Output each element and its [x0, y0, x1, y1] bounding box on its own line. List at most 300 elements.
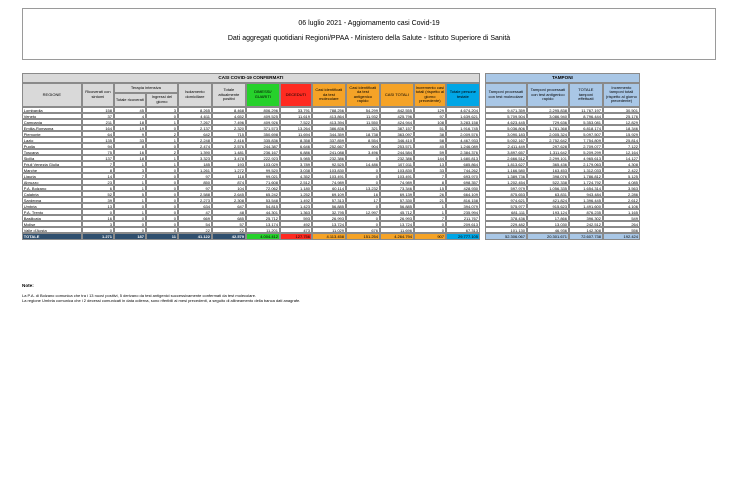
- table-cell: 7.122: [603, 143, 640, 149]
- table-cell: 4: [114, 113, 146, 119]
- table-cell: 549: [603, 215, 640, 221]
- note-line-2: La regione Umbria comunica che i 2 decessi comunicati in data odierna, sono riferibili ai mesi precedenti, a seguito di allineamento della banca dati anagrafe.: [22, 298, 301, 303]
- table-cell: 39: [82, 197, 114, 203]
- table-cell: 144: [414, 155, 446, 161]
- table-cell: 69.139: [380, 191, 414, 197]
- table-cell: 428.930: [446, 185, 480, 191]
- header-incremento-casi: Incremento casi totali (rispetto al giorno precedente): [414, 83, 446, 107]
- table-cell: 72.062: [246, 185, 280, 191]
- table-cell: 698.357: [446, 179, 480, 185]
- table-cell: 396.302: [569, 215, 603, 221]
- table-cell: 64: [82, 131, 114, 137]
- table-cell: 63.831: [527, 191, 569, 197]
- table-cell: 8.358: [280, 137, 312, 143]
- table-cell: 421.824: [527, 197, 569, 203]
- table-cell: 103.491: [312, 173, 346, 179]
- table-cell: 211: [82, 119, 114, 125]
- table-cell: 346.410: [380, 137, 414, 143]
- table-cell: 15.929: [603, 131, 640, 137]
- region-name: P.A. Trento: [22, 209, 82, 215]
- table-cell: 874: [212, 179, 246, 185]
- region-name: Molise: [22, 221, 82, 227]
- table-cell: 1: [146, 137, 178, 143]
- region-name: Friuli Venezia Giulia: [22, 161, 82, 167]
- table-cell: 1.786.812: [569, 173, 603, 179]
- table-cell: 38: [414, 131, 446, 137]
- table-cell: 21: [414, 197, 446, 203]
- table-cell: 18: [114, 119, 146, 125]
- table-cell: 5: [114, 191, 146, 197]
- header-casi-antigenico: Casi identificati da test antigenico rapido: [346, 83, 380, 107]
- table-cell: 252.667: [312, 143, 346, 149]
- table-cell: 5.002.167: [485, 137, 527, 143]
- table-cell: 12.829: [603, 119, 640, 125]
- table-cell: 1: [114, 185, 146, 191]
- table-cell: 16: [114, 149, 146, 155]
- table-cell: 904: [346, 143, 380, 149]
- table-cell: 2.666.512: [485, 155, 527, 161]
- table-cell: 104: [212, 185, 246, 191]
- table-cell: 11.029: [312, 227, 346, 233]
- table-cell: 344.359: [312, 131, 346, 137]
- table-cell: 715: [212, 131, 246, 137]
- table-cell: 13: [82, 203, 114, 209]
- table-cell: 33: [414, 167, 446, 173]
- table-cell: 3.038: [280, 167, 312, 173]
- table-cell: 12.997: [346, 209, 380, 215]
- table-cell: 18.738: [346, 131, 380, 137]
- table-cell: 492: [280, 221, 312, 227]
- region-name: Liguria: [22, 173, 82, 179]
- total-cell: 187: [114, 233, 146, 240]
- table-cell: 2.411.449: [485, 143, 527, 149]
- table-cell: 1: [114, 209, 146, 215]
- header-terapia-intensiva: Terapia intensiva: [114, 83, 178, 93]
- table-cell: 876.235: [569, 209, 603, 215]
- region-name: Emilia-Romagna: [22, 125, 82, 131]
- header-tamponi-antigenico: Tamponi processati con test antigenico rapido: [527, 83, 569, 107]
- table-cell: 4.106: [603, 203, 640, 209]
- table-cell: 337.859: [312, 137, 346, 143]
- table-cell: 3: [146, 107, 178, 113]
- table-cell: 18: [114, 155, 146, 161]
- table-cell: 6.646: [280, 143, 312, 149]
- table-cell: 264: [603, 221, 640, 227]
- table-cell: 4.674.204: [446, 107, 480, 113]
- table-cell: 13.232: [346, 185, 380, 191]
- table-cell: 6.886: [280, 149, 312, 155]
- table-cell: 2.005.324: [527, 131, 569, 137]
- table-cell: 241.088: [312, 149, 346, 155]
- total-cell: 42.579: [212, 233, 246, 240]
- table-cell: 107.011: [380, 161, 414, 167]
- table-cell: 7.522: [280, 119, 312, 125]
- table-cell: 232.386: [312, 155, 346, 161]
- table-cell: 11.619: [280, 113, 312, 119]
- header-deceduti: DECEDUTI: [280, 83, 312, 107]
- table-cell: 1.813.627: [485, 161, 527, 167]
- table-cell: 3.789: [280, 161, 312, 167]
- table-cell: 0: [82, 227, 114, 233]
- table-cell: 69.109: [312, 191, 346, 197]
- table-cell: 13: [414, 161, 446, 167]
- table-cell: 5.353.081: [569, 119, 603, 125]
- table-cell: 244.584: [380, 149, 414, 155]
- table-cell: 16: [82, 215, 114, 221]
- table-cell: 2.308: [212, 197, 246, 203]
- table-cell: 2.179.063: [569, 161, 603, 167]
- region-name: Umbria: [22, 203, 82, 209]
- table-cell: 669: [178, 215, 212, 221]
- table-cell: 5.209.299: [569, 149, 603, 155]
- table-cell: 54: [178, 221, 212, 227]
- table-cell: 25.814: [603, 137, 640, 143]
- table-cell: 25.712: [246, 215, 280, 221]
- table-cell: 45: [114, 107, 146, 113]
- table-cell: 0: [146, 185, 178, 191]
- table-cell: 0: [146, 143, 178, 149]
- table-cell: 806.296: [246, 107, 280, 113]
- table-cell: 17.866: [527, 215, 569, 221]
- table-cell: 943.484: [569, 191, 603, 197]
- table-cell: 693.970: [446, 173, 480, 179]
- table-cell: 3.283.158: [446, 119, 480, 125]
- table-cell: 56.885: [312, 203, 346, 209]
- table-cell: 2.709.077: [569, 143, 603, 149]
- table-cell: 2.576: [212, 143, 246, 149]
- table-cell: 56.885: [380, 203, 414, 209]
- table-cell: 193.124: [527, 209, 569, 215]
- table-cell: 185: [178, 161, 212, 167]
- table-cell: 4.085: [603, 179, 640, 185]
- table-cell: 25.176: [603, 113, 640, 119]
- table-cell: 2.248: [178, 137, 212, 143]
- table-cell: 3.897.657: [485, 149, 527, 155]
- table-cell: 556: [603, 227, 640, 233]
- table-cell: 242.512: [569, 221, 603, 227]
- table-cell: 398.076: [527, 173, 569, 179]
- table-cell: 97: [178, 173, 212, 179]
- table-cell: 1: [114, 179, 146, 185]
- table-cell: 2.009.576: [446, 131, 480, 137]
- table-cell: 57: [212, 221, 246, 227]
- table-cell: 365.436: [527, 161, 569, 167]
- total-cell: 72.607.738: [569, 233, 603, 240]
- table-cell: 73.346: [380, 185, 414, 191]
- table-cell: 1.363: [280, 209, 312, 215]
- table-cell: 118: [212, 173, 246, 179]
- table-cell: 4.308: [603, 161, 640, 167]
- table-cell: 2.286: [603, 191, 640, 197]
- table-cell: 59: [414, 149, 446, 155]
- table-cell: 409.926: [246, 119, 280, 125]
- table-cell: 193: [212, 161, 246, 167]
- region-name: Sicilia: [22, 155, 82, 161]
- table-cell: 22: [212, 227, 246, 233]
- table-cell: 1.166.580: [485, 167, 527, 173]
- table-cell: 3.090.183: [485, 131, 527, 137]
- table-cell: 842.555: [380, 107, 414, 113]
- table-cell: 7: [414, 173, 446, 179]
- region-name: Campania: [22, 119, 82, 125]
- table-cell: 101.130: [485, 227, 527, 233]
- table-cell: 40: [414, 143, 446, 149]
- page-title: 06 luglio 2021 - Aggiornamento casi Covid-19: [298, 20, 440, 27]
- total-cell: 4.264.794: [380, 233, 414, 240]
- total-cell: 192.424: [603, 233, 640, 240]
- header-dimessi: DIMESSI/ GUARITI: [246, 83, 280, 107]
- table-cell: 33: [114, 137, 146, 143]
- region-name: Abruzzo: [22, 179, 82, 185]
- region-name: Lombardia: [22, 107, 82, 113]
- table-cell: 37: [82, 113, 114, 119]
- table-cell: 2.422: [603, 167, 640, 173]
- header-tamponi-molecolare: Tamponi processati con test molecolare: [485, 83, 527, 107]
- table-cell: 2.299.101: [527, 155, 569, 161]
- table-cell: 974.621: [485, 197, 527, 203]
- table-cell: 0: [114, 203, 146, 209]
- table-cell: 424.944: [380, 119, 414, 125]
- table-cell: 13.264: [280, 125, 312, 131]
- table-cell: 23: [82, 179, 114, 185]
- table-cell: 19: [114, 125, 146, 131]
- table-cell: 394.079: [446, 203, 480, 209]
- table-cell: 7.496: [212, 119, 246, 125]
- table-cell: 13.724: [312, 221, 346, 227]
- table-cell: 44.301: [246, 209, 280, 215]
- region-name: Valle d'Aosta: [22, 227, 82, 233]
- table-cell: 1.492: [280, 197, 312, 203]
- table-cell: 1.491.600: [569, 203, 603, 209]
- table-cell: 1: [146, 119, 178, 125]
- table-cell: 850: [178, 179, 212, 185]
- table-cell: 11.696: [380, 227, 414, 233]
- table-cell: 676: [346, 227, 380, 233]
- table-cell: 2.588: [178, 191, 212, 197]
- table-cell: 99.021: [246, 173, 280, 179]
- table-cell: 11.201: [246, 227, 280, 233]
- header-casi-molecolare: Casi identificati da test molecolare: [312, 83, 346, 107]
- table-cell: 1: [414, 203, 446, 209]
- total-cell: 29.777.105: [446, 233, 480, 240]
- table-cell: 0: [146, 209, 178, 215]
- table-cell: 7: [114, 173, 146, 179]
- table-cell: 11.550: [346, 119, 380, 125]
- table-cell: 163.453: [527, 167, 569, 173]
- table-cell: 7: [414, 215, 446, 221]
- table-cell: 48: [212, 209, 246, 215]
- total-cell: 20.301.671: [527, 233, 569, 240]
- table-cell: 1.396.445: [569, 197, 603, 203]
- table-cell: 425.796: [380, 113, 414, 119]
- table-cell: 0: [146, 125, 178, 131]
- table-cell: 222.923: [246, 155, 280, 161]
- table-cell: 7: [82, 161, 114, 167]
- table-cell: 1.481: [212, 149, 246, 155]
- table-cell: 0: [146, 191, 178, 197]
- total-cell: 127.756: [280, 233, 312, 240]
- table-cell: 0: [346, 155, 380, 161]
- table-cell: 65.242: [246, 191, 280, 197]
- table-cell: 12.164: [603, 149, 640, 155]
- table-cell: 22: [178, 227, 212, 233]
- table-cell: 1.389.736: [485, 173, 527, 179]
- table-cell: 335.836: [246, 137, 280, 143]
- table-cell: 1.180: [280, 185, 312, 191]
- region-name: Toscana: [22, 149, 82, 155]
- note-title: Note:: [22, 283, 34, 288]
- covid-data-table: [22, 73, 640, 240]
- table-cell: 3.086.940: [527, 113, 569, 119]
- header-incremento-tamponi: Incremento tamponi totali (rispetto al giorno precedente): [603, 83, 640, 107]
- table-cell: 5.097.507: [569, 131, 603, 137]
- table-cell: 1.724.792: [569, 179, 603, 185]
- table-cell: 409.525: [246, 113, 280, 119]
- table-cell: 71.608: [246, 179, 280, 185]
- total-cell: 1.271: [82, 233, 114, 240]
- table-cell: 3.563: [603, 185, 640, 191]
- table-cell: 681.111: [485, 209, 527, 215]
- table-cell: 642: [178, 131, 212, 137]
- table-cell: 108: [414, 119, 446, 125]
- table-cell: 5.125: [603, 173, 640, 179]
- table-cell: 2.137: [178, 125, 212, 131]
- table-cell: 18.346: [603, 125, 640, 131]
- table-cell: 57.330: [380, 197, 414, 203]
- title-box: [22, 8, 716, 60]
- table-cell: 1.246.089: [446, 143, 480, 149]
- table-cell: 8.265: [178, 107, 212, 113]
- table-cell: 1.252: [280, 191, 312, 197]
- table-cell: 142.308: [569, 227, 603, 233]
- table-cell: 15: [414, 185, 446, 191]
- table-cell: 1.654.314: [569, 185, 603, 191]
- table-cell: 4.467.933: [446, 137, 480, 143]
- table-cell: 634: [178, 203, 212, 209]
- table-cell: 13.030: [527, 221, 569, 227]
- total-cell: 151.254: [346, 233, 380, 240]
- table-cell: 363.097: [380, 131, 414, 137]
- table-cell: 1.916.745: [446, 125, 480, 131]
- table-cell: 46.936: [527, 227, 569, 233]
- table-cell: 0: [114, 227, 146, 233]
- table-cell: 67.313: [446, 227, 480, 233]
- table-cell: 685.864: [446, 161, 480, 167]
- region-name: Sardegna: [22, 197, 82, 203]
- table-cell: 915.623: [527, 203, 569, 209]
- table-cell: 0: [346, 215, 380, 221]
- table-cell: 13.174: [246, 221, 280, 227]
- table-cell: 386.836: [312, 125, 346, 131]
- table-cell: 135: [82, 137, 114, 143]
- table-cell: 229.482: [485, 221, 527, 227]
- table-cell: 0: [146, 227, 178, 233]
- table-cell: 1: [114, 161, 146, 167]
- table-cell: 2.384.376: [446, 149, 480, 155]
- table-cell: 744.262: [446, 167, 480, 173]
- table-cell: 1.261: [178, 167, 212, 173]
- table-cell: 0: [146, 221, 178, 227]
- table-cell: 3.478: [212, 155, 246, 161]
- table-cell: 8: [414, 179, 446, 185]
- table-cell: 664.109: [446, 191, 480, 197]
- table-cell: 74.989: [312, 179, 346, 185]
- table-cell: 53.548: [246, 197, 280, 203]
- table-cell: 297.628: [527, 143, 569, 149]
- table-cell: 8.796.444: [569, 113, 603, 119]
- table-cell: 1.311.642: [527, 149, 569, 155]
- table-cell: 6.818.174: [569, 125, 603, 131]
- table-cell: 0: [146, 173, 178, 179]
- table-cell: 473: [280, 227, 312, 233]
- total-cell: 4.004.412: [246, 233, 280, 240]
- table-cell: 103.029: [246, 161, 280, 167]
- table-cell: 3: [114, 167, 146, 173]
- table-cell: 94: [82, 143, 114, 149]
- table-cell: 2.752.642: [527, 137, 569, 143]
- note-line-1: La P.A. di Bolzano comunica che tra i 13 nuovi positivi, 5 derivano da test antigenici successivamente confermati da test molecolare.: [22, 293, 257, 298]
- table-cell: 1.781.368: [527, 125, 569, 131]
- table-cell: 1.312.033: [569, 167, 603, 173]
- table-cell: 11.694: [280, 131, 312, 137]
- table-cell: 0: [346, 221, 380, 227]
- table-cell: 0: [114, 215, 146, 221]
- table-cell: 99.520: [246, 167, 280, 173]
- header-ti-ingressi: Ingressi del giorno: [146, 93, 178, 107]
- table-cell: 209.613: [446, 221, 480, 227]
- table-cell: 16: [346, 191, 380, 197]
- region-name: Puglia: [22, 143, 82, 149]
- total-gap: [480, 233, 485, 240]
- table-cell: 321: [346, 125, 380, 131]
- table-cell: 103.491: [380, 173, 414, 179]
- table-cell: 30.501: [603, 107, 640, 113]
- table-cell: 593: [280, 215, 312, 221]
- region-name: Marche: [22, 167, 82, 173]
- table-cell: 2.295.838: [527, 107, 569, 113]
- table-cell: 575.977: [485, 203, 527, 209]
- table-cell: 0: [146, 215, 178, 221]
- table-cell: 8.468: [212, 107, 246, 113]
- table-cell: 97: [414, 113, 446, 119]
- table-cell: 51: [414, 125, 446, 131]
- table-cell: 647: [212, 203, 246, 209]
- table-cell: 26: [414, 191, 446, 197]
- table-cell: 387.157: [380, 125, 414, 131]
- header-persone-testate: Totale persone testate: [446, 83, 480, 107]
- total-cell: 907: [414, 233, 446, 240]
- table-cell: 816.158: [446, 197, 480, 203]
- total-cell: 4.113.458: [312, 233, 346, 240]
- table-cell: 1.202.454: [485, 179, 527, 185]
- table-cell: 8.554: [346, 137, 380, 143]
- table-cell: 103.830: [380, 167, 414, 173]
- table-cell: 92.525: [312, 161, 346, 167]
- table-cell: 211.767: [446, 215, 480, 221]
- table-cell: 0: [146, 179, 178, 185]
- table-cell: 14.127: [603, 155, 640, 161]
- table-cell: 57.313: [312, 197, 346, 203]
- table-cell: 0: [414, 227, 446, 233]
- table-cell: 1.165: [603, 209, 640, 215]
- table-cell: 9: [114, 131, 146, 137]
- total-cell: 11: [146, 233, 178, 240]
- table-cell: 4.611: [178, 113, 212, 119]
- table-cell: 0: [146, 167, 178, 173]
- table-cell: 3: [82, 221, 114, 227]
- table-cell: 32.795: [312, 209, 346, 215]
- table-cell: 1.272: [212, 167, 246, 173]
